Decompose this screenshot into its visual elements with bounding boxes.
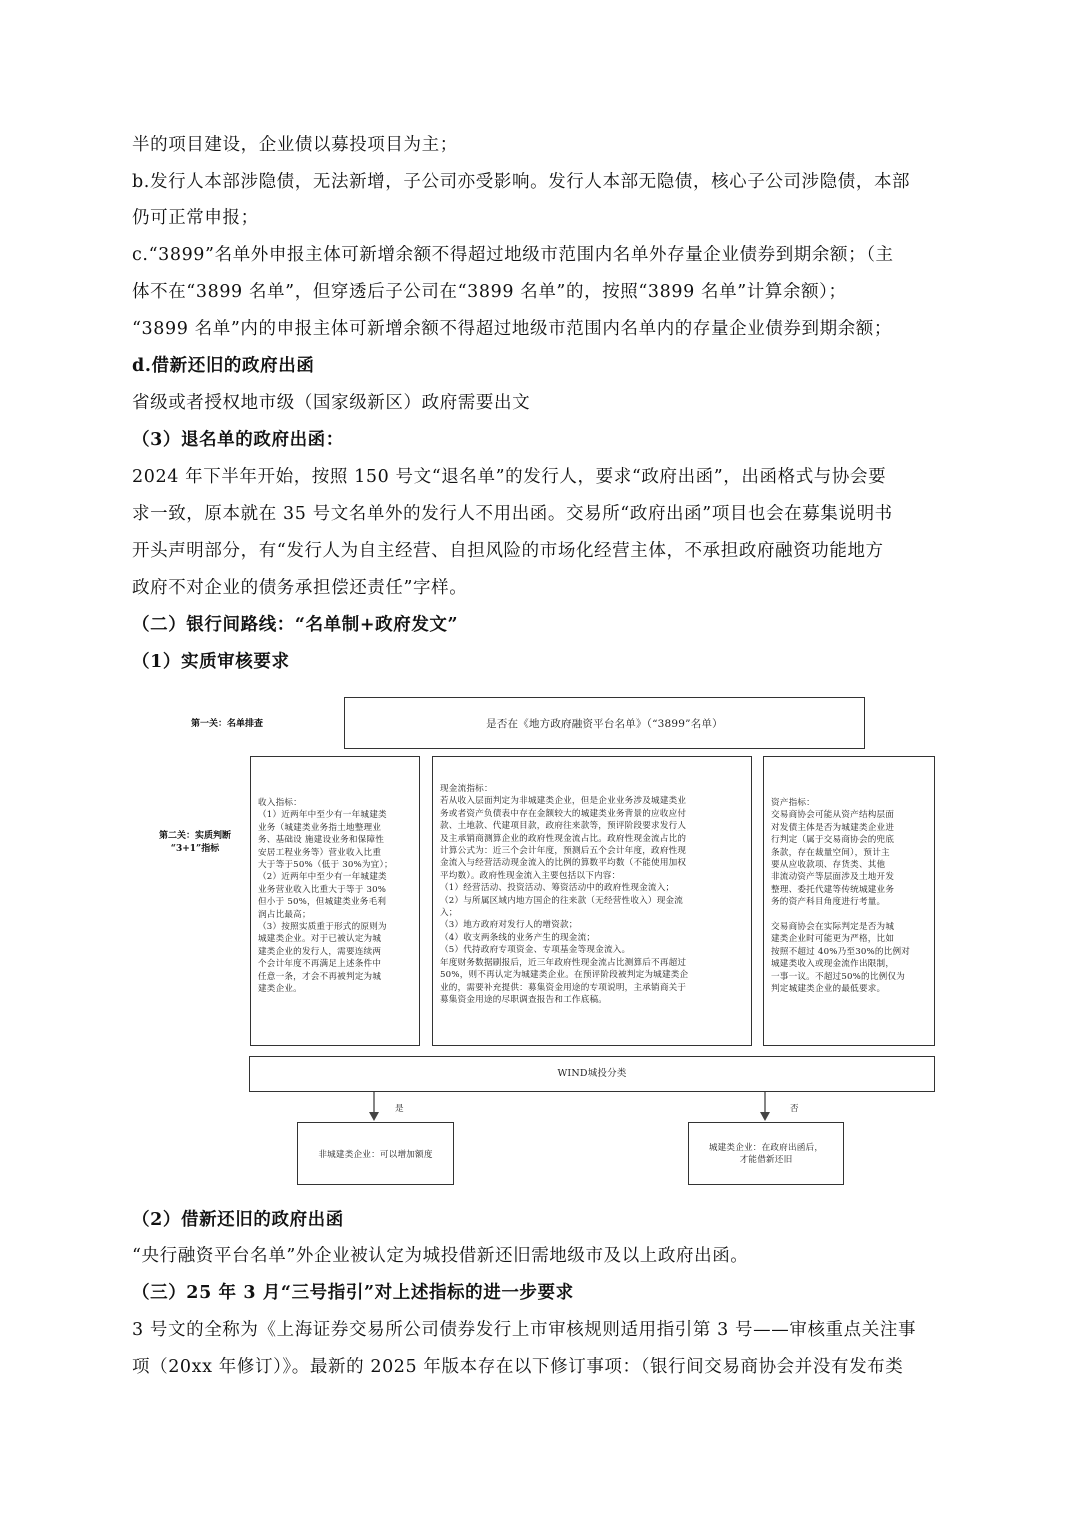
paragraph-line: “3899 名单”内的申报主体可新增余额不得超过地级市范围内名单内的存量企业债券到期余额； <box>132 319 892 339</box>
arrow-yes-head <box>369 1112 379 1121</box>
paragraph-line: “央行融资平台名单”外企业被认定为城投借新还旧需地级市及以上政府出函。 <box>132 1246 749 1266</box>
paragraph-line: 2024 年下半年开始，按照 150 号文“退名单”的发行人，要求“政府出函”，出函格式与协会要 <box>132 467 887 487</box>
paragraph-line: c.“3899”名单外申报主体可新增余额不得超过地级市范围内名单外存量企业债券到期余额；（主 <box>132 245 894 265</box>
section-heading: （2）借新还旧的政府出函 <box>132 1210 344 1230</box>
cashflow-indicator-text: 现金流指标： 若从收入层面判定为非城建类企业，但是企业业务涉及城建类业 务或者资产负债表中存在金额较大的城建类业务背景的应收应付 款、土地款、代建项目款，政府往来款等，预评阶段要求发行人 及主承销商测算企业的政府性现金流占比。政府性现金流占比的 计算公式为：近三个会计年度，预测后五个会计年度，政府性现 金流入与经营活动现金流入的比例的算数平均数（不能使用加权 平均数）。政府性现金流入主要包括以下内容： （1）经营活动、投资活动、筹资活动中的政府性现金流入； （2）与所属区域内地方国企的往来款（无经营性收入）现金流 入； （3）地方政府对发行人的增资款； （4）收支两条线的业务产生的现金流； （5）代持政府专项资金、专项基金等现金流入。 年度财务数据刷报后，近三年政府性现金流占比测算后不再超过 50%，则不再认定为城建类企业。在预评阶段被判定为城建类企 业的，需要补充提供：募集资金用途的专项说明，主承销商关于 募集资金用途的尽职调查报告和工作底稿。 <box>440 784 689 1005</box>
paragraph-line: 开头声明部分，有“发行人为自主经营、自担风险的市场化经营主体，不承担政府融资功能地方 <box>132 541 884 561</box>
section-heading: （3）退名单的政府出函： <box>132 430 344 450</box>
no-label: 否 <box>790 1104 799 1114</box>
stage2-label: 第二关：实质判断 “3+1”指标 <box>158 831 231 854</box>
paragraph-line: 半的项目建设，企业债以募投项目为主； <box>132 135 458 155</box>
paragraph-line: 仍可正常申报； <box>132 208 259 228</box>
yes-label: 是 <box>395 1104 404 1114</box>
chengjian-result-text: 城建类企业：在政府出函后， 才能借新还旧 <box>708 1143 824 1166</box>
non-chengjian-result-text: 非城建类企业：可以增加额度 <box>318 1150 433 1160</box>
paragraph-line: 求一致，原本就在 35 号文名单外的发行人不用出函。交易所“政府出函”项目也会在募集说明书 <box>132 504 893 524</box>
paragraph-line: 3 号文的全称为《上海证券交易所公司债券发行上市审核规则适用指引第 3 号——审核重点关注事 <box>132 1320 917 1340</box>
stage1-box-text: 是否在《地方政府融资平台名单》（“3899”名单） <box>486 718 723 730</box>
section-heading: （二）银行间路线：“名单制+政府发文” <box>132 615 459 635</box>
paragraph-line: 体不在“3899 名单”，但穿透后子公司在“3899 名单”的，按照“3899 名单”计算余额）； <box>132 282 847 302</box>
paragraph-line: 政府不对企业的债务承担偿还责任”字样。 <box>132 578 468 598</box>
wind-classification-text: WIND城投分类 <box>557 1068 627 1079</box>
section-heading: （三）25 年 3 月“三号指引”对上述指标的进一步要求 <box>132 1283 574 1303</box>
income-indicator-text: 收入指标： （1）近两年中至少有一年城建类 业务（城建类业务指土地整理业 务、基础设 施建设业务和保障性 安居工程业务等）营业收入比重 大于等于50%（低于 30%为宜）； （2）近两年中至少有一年城建类 业务营业收入比重大于等于 30% 但小于 50%，但城建类业务毛利 润占比最高； （3）按照实质重于形式的原则为 城建类企业。对于已被认定为城 建类企业的发行人，需要连续两 个会计年度不再满足上述条件中 任意一条，才会不再被判定为城 建类企业。 <box>258 798 393 995</box>
stage1-label: 第一关：名单排查 <box>190 719 263 729</box>
paragraph-line: 项（20xx 年修订）》。最新的 2025 年版本存在以下修订事项：（银行间交易商协会并没有发布类 <box>132 1357 904 1377</box>
arrow-no-head <box>760 1112 770 1121</box>
paragraph-line: b.发行人本部涉隐债，无法新增，子公司亦受影响。发行人本部无隐债，核心子公司涉隐债，本部 <box>132 172 911 192</box>
section-heading: d.借新还旧的政府出函 <box>132 356 315 376</box>
asset-indicator-text: 资产指标： 交易商协会可能从资产结构层面 对发债主体是否为城建类企业进 行判定（属于交易商协会的兜底 条款，存在裁量空间），预计主 要从应收款项、存货类、其他 非流动资产等层面涉及土地开发 整理、委托代建等传统城建业务 务的资产科目角度进行考量。 交易商协会在实际判定是否为城 建类企业时可能更为严格，比如 按照不超过 40%乃至30%的比例对 城建类收入或现金流作出限制， 一事一议。不超过50%的比例仅为 判定城建类企业的最低要求。 <box>771 798 911 995</box>
section-heading: （1）实质审核要求 <box>132 652 290 672</box>
paragraph-line: 省级或者授权地市级（国家级新区）政府需要出文 <box>132 393 531 413</box>
